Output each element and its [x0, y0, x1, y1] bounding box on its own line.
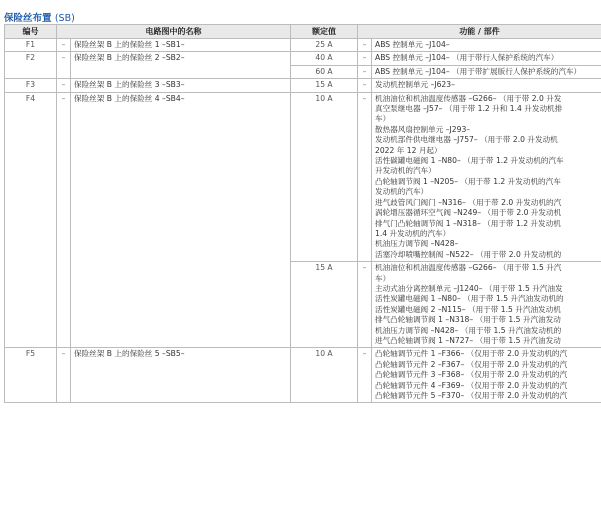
function-line: 车） — [375, 273, 391, 283]
function-line: 2022 年 12 月起） — [375, 145, 442, 155]
fuse-rating: 60 A — [291, 65, 358, 78]
dash: – — [57, 92, 71, 348]
fuse-function — [372, 262, 601, 348]
function-line: 发动机的汽车） — [375, 187, 429, 197]
function-line: 凸轮轴调节元件 4 –F369– （仅用于带 2.0 升发动机的汽 — [375, 380, 568, 390]
fuse-id: F1 — [5, 39, 57, 52]
fuse-function — [372, 92, 601, 262]
table-header-row — [5, 25, 601, 39]
section-title-text: 保险丝布置 — [4, 13, 52, 24]
table-row-f1 — [5, 39, 601, 52]
section-title — [4, 10, 75, 24]
function-line: 凸轮轴调节元件 3 –F368– （仅用于带 2.0 升发动机的汽 — [375, 370, 568, 380]
function-line: ABS 控制单元 –J104– — [375, 40, 450, 49]
function-line: 发动机部件供电继电器 –J757– （用于带 2.0 升发动机 — [375, 135, 558, 145]
function-line: 主动式油分离控制单元 –J1240– （用于带 1.5 升汽油发 — [375, 283, 563, 293]
dash: – — [358, 92, 372, 262]
dash: – — [57, 39, 71, 52]
function-line: 进气凸轮轴调节阀 1 –N727– （用于带 1.5 升汽油发动 — [375, 335, 561, 345]
function-line: 凸轮轴调节元件 5 –F370– （仅用于带 2.0 升发动机的汽 — [375, 391, 568, 400]
function-line: 排气门凸轮轴调节阀 1 –N318– （用于带 1.2 升发动机 — [375, 218, 561, 228]
header-rating: 额定值 — [291, 25, 358, 39]
function-line: 凸轮轴调节阀 1 –N205– （用于带 1.2 升发动机的汽车 — [375, 176, 561, 186]
fuse-function — [372, 39, 601, 52]
function-line: 进气歧管风门阀门 –N316– （用于带 2.0 升发动机的汽 — [375, 197, 562, 207]
fuse-name: 保险丝架 B 上的保险丝 1 –SB1– — [71, 39, 291, 52]
fuse-rating: 10 A — [291, 92, 358, 262]
fuse-rating: 25 A — [291, 39, 358, 52]
fuse-function — [372, 348, 601, 403]
function-line: 升发动机的汽车） — [375, 166, 436, 176]
table-row-f2 — [5, 52, 601, 65]
fuse-rating: 15 A — [291, 79, 358, 92]
function-line: 发动机控制单元 –J623– — [375, 80, 455, 90]
dash: – — [358, 65, 372, 78]
header-function: 功能 / 部件 — [358, 25, 601, 39]
function-line: 机油油位和机油温度传感器 –G266– （用于带 2.0 升发 — [375, 93, 562, 103]
function-line: 活性碳罐电磁阀 1 –N80– （用于带 1.2 升发动机的汽车 — [375, 156, 564, 166]
dash: – — [358, 52, 372, 65]
dash: – — [57, 52, 71, 79]
fuse-name: 保险丝架 B 上的保险丝 3 –SB3– — [71, 79, 291, 92]
function-line: 散热器风扇控制单元 –J293– — [375, 124, 471, 134]
function-line: 活性炭罐电磁阀 2 –N115– （用于带 1.5 升汽油发动机 — [375, 304, 561, 314]
header-id: 编号 — [5, 25, 57, 39]
table-row-f5 — [5, 348, 601, 403]
fuse-name: 保险丝架 B 上的保险丝 5 –SB5– — [71, 348, 291, 403]
fuse-function — [372, 52, 601, 65]
fuse-rating: 10 A — [291, 348, 358, 403]
function-line: 机油压力调节阀 –N428– （用于带 1.5 升汽油发动机的 — [375, 325, 562, 335]
dash: – — [358, 348, 372, 403]
dash: – — [57, 348, 71, 403]
dash: – — [358, 262, 372, 348]
function-line: 机油压力调节阀 –N428– — [375, 239, 459, 249]
dash: – — [358, 79, 372, 92]
section-code: (SB) — [54, 13, 75, 24]
dash: – — [57, 79, 71, 92]
function-line: ABS 控制单元 –J104– （用于带扩展版行人保护系统的汽车） — [375, 66, 582, 76]
dash: – — [358, 39, 372, 52]
function-line: 凸轮轴调节元件 1 –F366– （仅用于带 2.0 升发动机的汽 — [375, 349, 568, 359]
header-name: 电路图中的名称 — [57, 25, 291, 39]
function-line: 凸轮轴调节元件 2 –F367– （仅用于带 2.0 升发动机的汽 — [375, 359, 568, 369]
fuse-function — [372, 65, 601, 78]
fuse-table — [4, 24, 601, 403]
fuse-id: F4 — [5, 92, 57, 348]
fuse-name: 保险丝架 B 上的保险丝 4 –SB4– — [71, 92, 291, 348]
function-line: 涡轮增压器循环空气阀 –N249– （用于带 2.0 升发动机 — [375, 208, 562, 218]
fuse-function — [372, 79, 601, 92]
fuse-id: F2 — [5, 52, 57, 79]
function-line: 真空泵继电器 –J57– （用于带 1.2 升和 1.4 升发动机排 — [375, 104, 563, 114]
function-line: 活塞冷却喷嘴控制阀 –N522– （用于带 2.0 升发动机的 — [375, 249, 562, 259]
function-line: 车） — [375, 114, 391, 124]
fuse-id: F5 — [5, 348, 57, 403]
fuse-name: 保险丝架 B 上的保险丝 2 –SB2– — [71, 52, 291, 79]
function-line: 1.4 升发动机的汽车） — [375, 228, 451, 238]
fuse-rating: 40 A — [291, 52, 358, 65]
function-line: 机油油位和机油温度传感器 –G266– （用于带 1.5 升汽 — [375, 263, 562, 273]
function-line: ABS 控制单元 –J104– （用于带行人保护系统的汽车） — [375, 53, 559, 63]
function-line: 活性炭罐电磁阀 1 –N80– （用于带 1.5 升汽油发动机的 — [375, 294, 564, 304]
table-row-f3 — [5, 79, 601, 92]
function-line: 排气凸轮轴调节阀 1 –N318– （用于带 1.5 升汽油发动 — [375, 315, 561, 325]
table-row-f4 — [5, 92, 601, 262]
fuse-rating: 15 A — [291, 262, 358, 348]
fuse-id: F3 — [5, 79, 57, 92]
